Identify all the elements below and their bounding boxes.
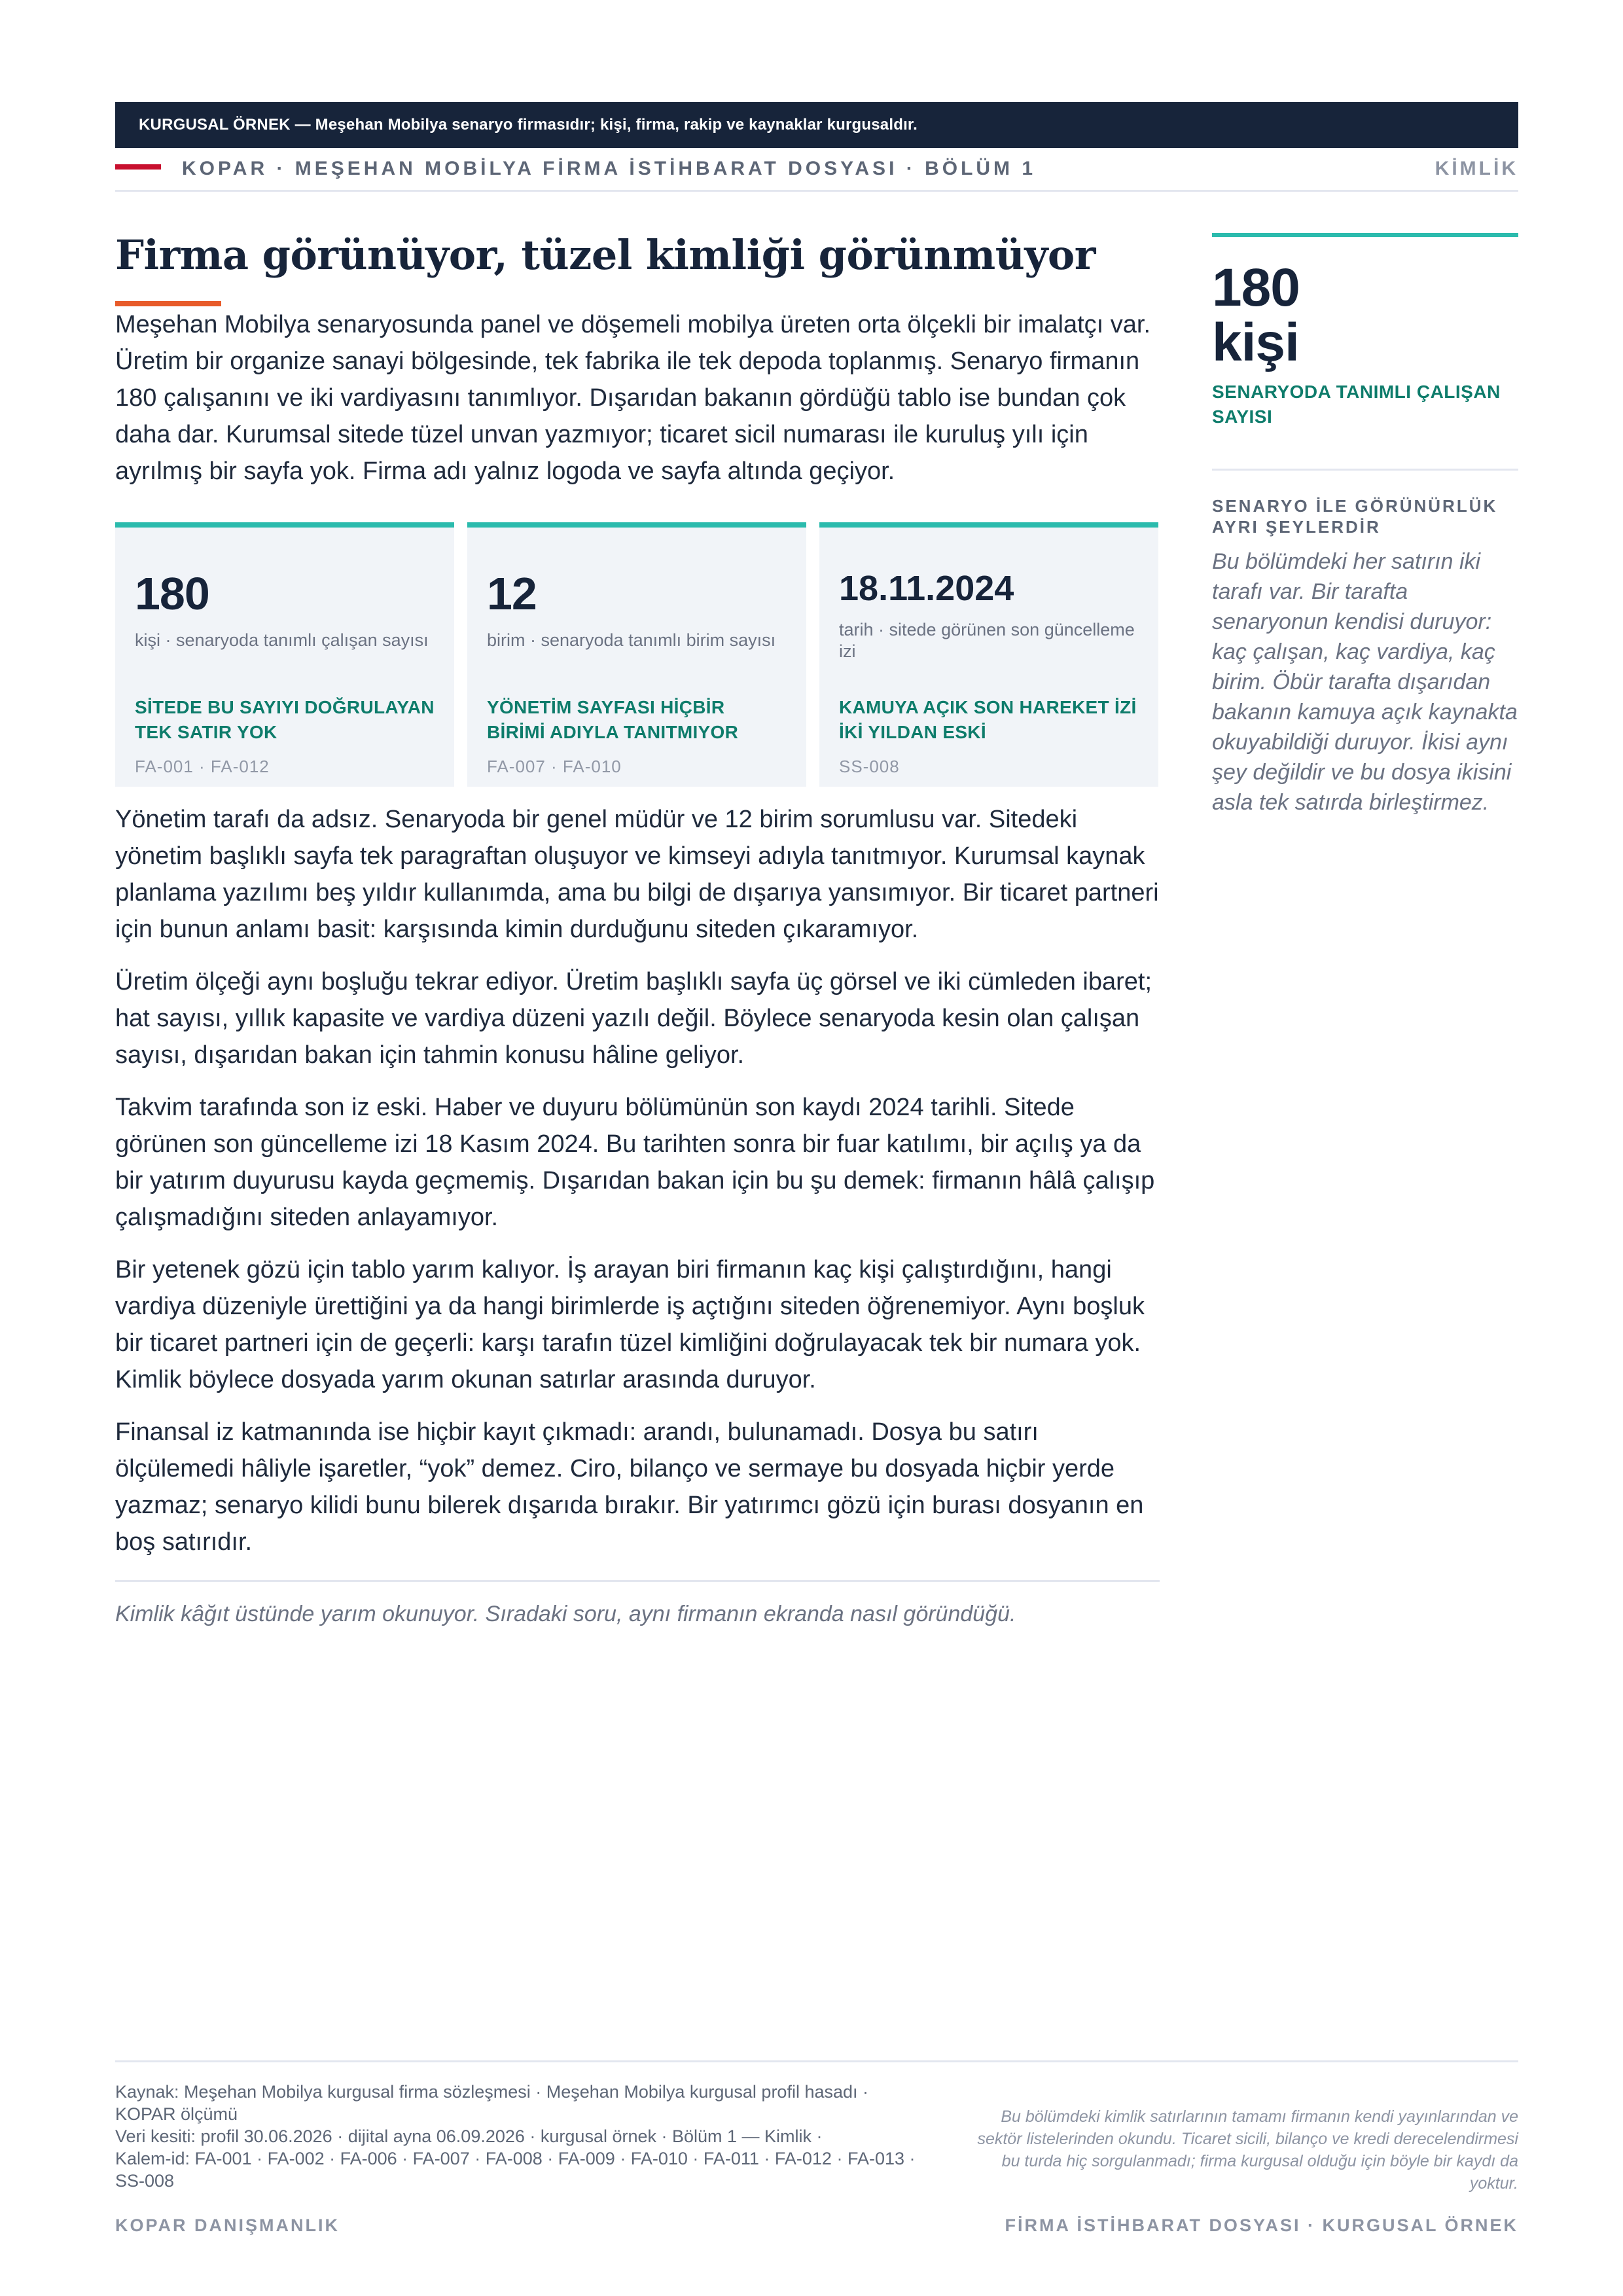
page bbox=[115, 102, 1518, 1627]
footer-source: Kaynak: Meşehan Mobilya kurgusal firma sözleşmesi · Meşehan Mobilya kurgusal profil hasadı · KOPAR ölçümü bbox=[115, 2082, 869, 2124]
body-paragraph: Finansal iz katmanında ise hiçbir kayıt çıkmadı: arandı, bulunamadı. Dosya bu satırı ölçülemedi hâliyle işaretler, “yok” demez. Ciro, bilanço ve sermaye bu dosyada hiçbir yerde yazmaz; senaryo kilidi bunu bilerek dışarıda bırakır. Bir yatırımcı gözü için burası dosyanın en boş satırıdır. bbox=[115, 1418, 1144, 1556]
stat-description: kişi · senaryoda tanımlı çalışan sayısı bbox=[135, 630, 429, 651]
stat-refs: FA-007 · FA-010 bbox=[487, 757, 622, 777]
fiction-banner bbox=[115, 102, 1518, 148]
stat-value: 180 bbox=[135, 568, 209, 620]
running-head bbox=[115, 148, 1518, 192]
sidebar-note-heading: SENARYO İLE GÖRÜNÜRLÜK AYRI ŞEYLERDİR bbox=[1212, 496, 1498, 537]
stat-card-units bbox=[467, 522, 806, 787]
stat-flag: YÖNETİM SAYFASI HİÇBİR BİRİMİ ADIYLA TANITMIYOR bbox=[487, 697, 739, 743]
footer-document-label: FİRMA İSTİHBARAT DOSYASI · KURGUSAL ÖRNEK bbox=[1005, 2215, 1518, 2235]
stat-refs: FA-001 · FA-012 bbox=[135, 757, 270, 777]
page-title: Firma görünüyor, tüzel kimliği görünmüyor bbox=[115, 231, 1096, 279]
stat-value: 18.11.2024 bbox=[839, 569, 1014, 609]
stat-description: tarih · sitede görünen son güncelleme izi bbox=[839, 620, 1135, 662]
sidebar-divider bbox=[1212, 469, 1518, 471]
sidebar-number-label: SENARYODA TANIMLI ÇALIŞAN SAYISI bbox=[1212, 382, 1501, 427]
body-paragraph: Yönetim tarafı da adsız. Senaryoda bir genel müdür ve 12 birim sorumlusu var. Sitedeki yönetim başlıklı sayfa tek paragraftan oluşuyor ve kimseyi adıyla tanıtmıyor. Kurumsal kaynak planlama yazılımı beş yıldır kullanımda, ama bu bilgi de dışarıya yansımıyor. Bir ticaret partneri için bunun anlamı basit: karşısında kimin durduğunu siteden çıkaramıyor. bbox=[115, 806, 1159, 944]
closing-note: Kimlik kâğıt üstünde yarım okunuyor. Sıradaki soru, aynı firmanın ekranda nasıl göründüğü. bbox=[115, 1580, 1160, 1627]
sidebar bbox=[1212, 233, 1518, 817]
intro-paragraph: Meşehan Mobilya senaryosunda panel ve döşemeli mobilya üreten orta ölçekli bir imalatçı var. Üretim bir organize sanayi bölgesinde, tek fabrika ile tek depoda toplanmış. Senaryo firmanın 180 çalışanını ve iki vardiyasını tanımlıyor. Dışarıdan bakanın gördüğü tablo ise bundan çok daha dar. Kurumsal sitede tüzel unvan yazmıyor; ticaret sicil numarası ile kuruluş yılı için ayrılmış bir sayfa yok. Firma adı yalnız logoda ve sayfa altında geçiyor. bbox=[115, 311, 1151, 486]
stat-description: birim · senaryoda tanımlı birim sayısı bbox=[487, 630, 776, 651]
accent-bar bbox=[115, 164, 161, 170]
footer bbox=[115, 2060, 1518, 2235]
stat-refs: SS-008 bbox=[839, 757, 900, 777]
body-paragraph: Üretim ölçeği aynı boşluğu tekrar ediyor. Üretim başlıklı sayfa üç görsel ve iki cümleden ibaret; hat sayısı, yıllık kapasite ve vardiya düzeni yazılı değil. Böylece senaryoda kesin olan çalışan sayısı, dışarıdan bakan için tahmin konusu hâline geliyor. bbox=[115, 968, 1152, 1069]
sidebar-number: 180 bbox=[1212, 258, 1300, 317]
footer-sources bbox=[115, 2081, 933, 2192]
running-head-section: KİMLİK bbox=[1435, 158, 1518, 179]
sidebar-big-number bbox=[1212, 260, 1518, 370]
sidebar-unit: kişi bbox=[1212, 313, 1299, 372]
stat-card-last-update bbox=[819, 522, 1158, 787]
banner-text: KURGUSAL ÖRNEK — Meşehan Mobilya senaryo firmasıdır; kişi, firma, rakip ve kaynaklar kurgusaldır. bbox=[139, 116, 918, 134]
stat-flag: KAMUYA AÇIK SON HAREKET İZİ İKİ YILDAN ESKİ bbox=[839, 697, 1137, 743]
body-paragraph: Bir yetenek gözü için tablo yarım kalıyor. İş arayan biri firmanın kaç kişi çalıştırdığını, hangi vardiya düzeniyle ürettiğini ya da hangi birimlerde iş açtığını siteden öğrenemiyor. Aynı boşluk bir ticaret partneri için de geçerli: karşı tarafın tüzel kimliğini doğrulayacak tek bir numara yok. Kimlik böylece dosyada yarım okunan satırlar arasında duruyor. bbox=[115, 1256, 1145, 1394]
footer-brand: KOPAR DANIŞMANLIK bbox=[115, 2215, 340, 2235]
running-head-title: KOPAR · MEŞEHAN MOBİLYA FİRMA İSTİHBARAT DOSYASI · BÖLÜM 1 bbox=[182, 158, 1037, 179]
stat-flag: SİTEDE BU SAYIYI DOĞRULAYAN TEK SATIR YOK bbox=[135, 697, 435, 743]
stat-card-employees bbox=[115, 522, 454, 787]
title-rule bbox=[115, 301, 221, 306]
sidebar-rule bbox=[1212, 233, 1518, 237]
sidebar-note: Bu bölümdeki her satırın iki tarafı var. Bir tarafta senaryonun kendisi duruyor: kaç çalışan, kaç vardiya, kaç birim. Öbür tarafta dışarıdan bakanın kamuya açık kaynakta okuyabildiği duruyor. İkisi aynı şey değildir ve bu dosya ikisini asla tek satırda birleştirmez. bbox=[1212, 549, 1518, 815]
stat-value: 12 bbox=[487, 568, 537, 620]
footer-item-ids: Kalem-id: FA-001 · FA-002 · FA-006 · FA-007 · FA-008 · FA-009 · FA-010 · FA-011 · FA-012 · FA-013 · SS-008 bbox=[115, 2149, 916, 2191]
body-paragraph: Takvim tarafında son iz eski. Haber ve duyuru bölümünün son kaydı 2024 tarihli. Sitede görünen son güncelleme izi 18 Kasım 2024. Bu tarihten sonra bir fuar katılımı, bir açılış ya da bir yatırım duyurusu kayda geçmemiş. Dışarıdan bakan için bu şu demek: firmanın hâlâ çalışıp çalışmadığını siteden anlayamıyor. bbox=[115, 1094, 1155, 1232]
body-paragraphs bbox=[115, 801, 1160, 1560]
main-column bbox=[115, 233, 1160, 1627]
footer-cutoff: Veri kesiti: profil 30.06.2026 · dijital ayna 06.09.2026 · kurgusal örnek · Bölüm 1 — Kimlik · bbox=[115, 2126, 823, 2146]
stat-cards bbox=[115, 522, 1160, 787]
footer-note: Bu bölümdeki kimlik satırlarının tamamı firmanın kendi yayınlarından ve sektör listelerinden okundu. Ticaret sicili, bilanço ve kredi derecelendirmesi bu turda hiç sorgulanmadı; firma kurgusal olduğu için böyle bir kaydı da yoktur. bbox=[977, 2108, 1518, 2193]
